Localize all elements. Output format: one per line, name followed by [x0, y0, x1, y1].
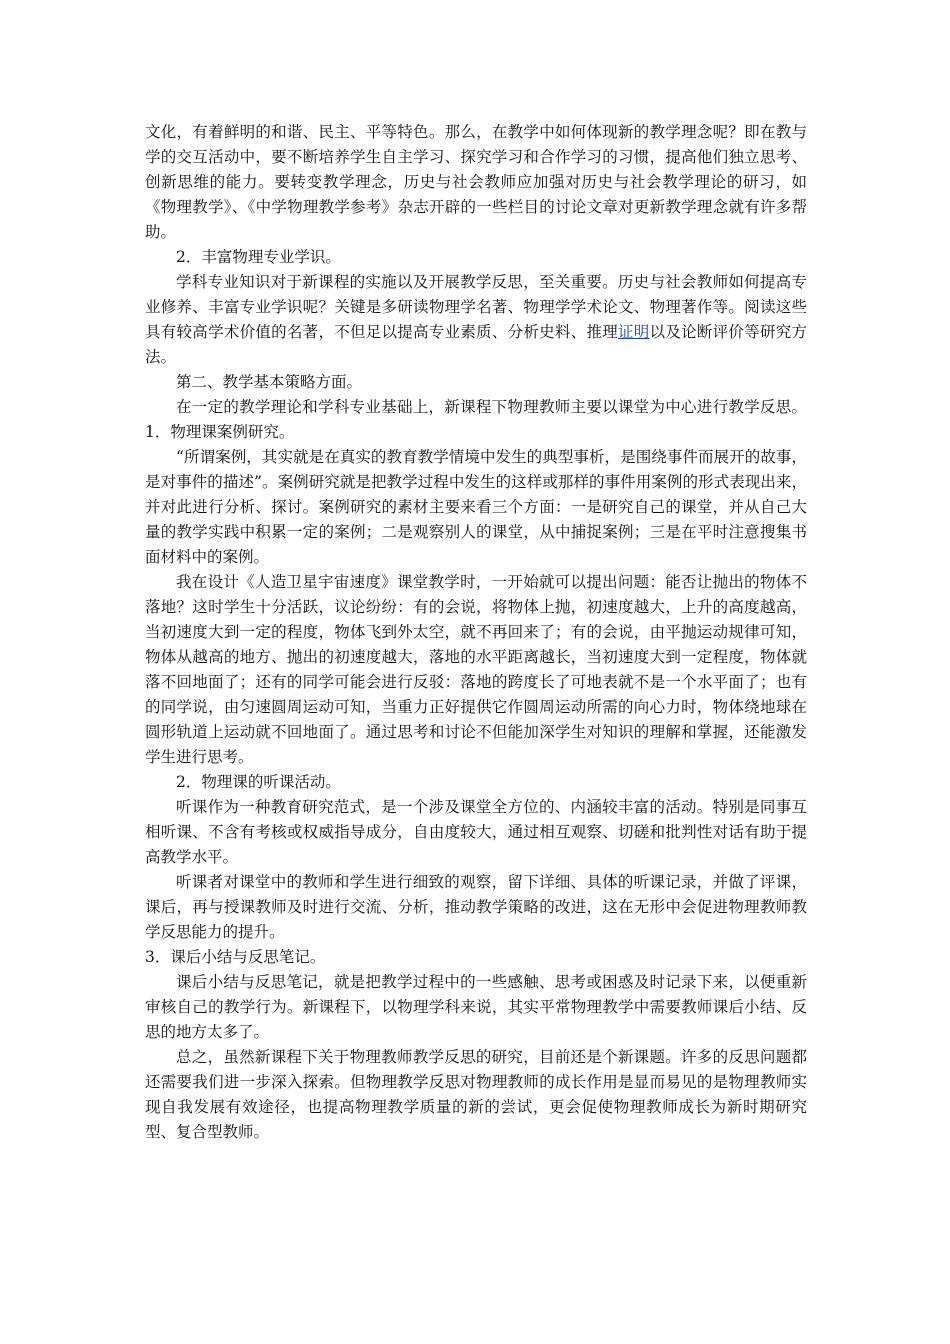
paragraph-5: 在一定的教学理论和学科专业基础上，新课程下物理教师主要以课堂为中心进行教学反思。1．物理课案例研究。 — [145, 398, 807, 441]
paragraph-3-text-before: 学科专业知识对于新课程的实施以及开展教学反思，至关重要。历史与社会教师如何提高专业修养、丰富专业学识呢？关键是多研读物理学名著、物理学学术论文、物理著作等。阅读这些具有较高学术价值的名著，不但足以提高专业素质、分析史料、推理 — [145, 273, 807, 341]
paragraph-3-text-after: 以及论断评价等研究方法。 — [145, 323, 807, 366]
heading-reflection-notes: 3．课后小结与反思笔记。 — [145, 948, 326, 966]
document-body — [145, 120, 807, 1145]
paragraph-reflection-notes: 课后小结与反思笔记，就是把教学过程中的一些感触、思考或困惑及时记录下来，以便重新审核自己的教学行为。新课程下，以物理学科来说，其实平常物理教学中需要教师课后小结、反思的地方太多了。 — [145, 973, 807, 1041]
section-heading-strategy: 第二、教学基本策略方面。 — [176, 373, 363, 391]
paragraph-observation-2: 听课者对课堂中的教师和学生进行细致的观察，留下详细、具体的听课记录，并做了评课，课后，再与授课教师及时进行交流、分析，推动教学策略的改进，这在无形中会促进物理教师教学反思能力的提升。 — [145, 873, 807, 941]
proof-link[interactable]: 证明 — [618, 323, 650, 341]
paragraph-1: 文化，有着鲜明的和谐、民主、平等特色。那么，在教学中如何体现新的教学理念呢？即在教与学的交互活动中，要不断培养学生自主学习、探究学习和合作学习的习惯，提高他们独立思考、创新思维的能力。要转变教学理念，历史与社会教师应加强对历史与社会教学理论的研习，如《物理教学》、《中学物理教学参考》杂志开辟的一些栏目的讨论文章对更新教学理念就有许多帮助。 — [145, 123, 807, 241]
heading-enrich-expertise: 2．丰富物理专业学识。 — [176, 248, 341, 266]
paragraph-3 — [145, 270, 807, 370]
paragraph-case-study: “所谓案例，其实就是在真实的教育教学情境中发生的典型事析，是围绕事件而展开的故事，是对事件的描述”。案例研究就是把教学过程中发生的这样或那样的事件用案例的形式表现出来，并对此进行分析、探讨。案例研究的素材主要来看三个方面：一是研究自己的课堂，并从自己大量的教学实践中积累一定的案例；二是观察别人的课堂，从中捕捉案例；三是在平时注意搜集书面材料中的案例。 — [145, 448, 807, 566]
paragraph-satellite-example: 我在设计《人造卫星宇宙速度》课堂教学时，一开始就可以提出问题：能否让抛出的物体不落地？这时学生十分活跃，议论纷纷：有的会说，将物体上抛，初速度越大，上升的高度越高，当初速度大到一定的程度，物体飞到外太空，就不再回来了；有的会说，由平抛运动规律可知，物体从越高的地方、抛出的初速度越大，落地的水平距离越长，当初速度大到一定程度，物体就落不回地面了；还有的同学可能会进行反驳：落地的跨度长了可地表就不是一个水平面了；也有的同学说，由匀速圆周运动可知，当重力正好提供它作圆周运动所需的向心力时，物体绕地球在圆形轨道上运动就不回地面了。通过思考和讨论不但能加深学生对知识的理解和掌握，还能激发学生进行思考。 — [145, 573, 807, 766]
paragraph-conclusion: 总之，虽然新课程下关于物理教师教学反思的研究，目前还是个新课题。许多的反思问题都还需要我们进一步深入探索。但物理教学反思对物理教师的成长作用是显而易见的是物理教师实现自我发展有效途径，也提高物理教学质量的新的尝试，更会促使物理教师成长为新时期研究型、复合型教师。 — [145, 1048, 807, 1141]
paragraph-observation-1: 听课作为一种教育研究范式，是一个涉及课堂全方位的、内涵较丰富的活动。特别是同事互相听课、不含有考核或权威指导成分，自由度较大，通过相互观察、切磋和批判性对话有助于提高教学水平。 — [145, 798, 807, 866]
heading-lesson-observation: 2．物理课的听课活动。 — [176, 773, 341, 791]
